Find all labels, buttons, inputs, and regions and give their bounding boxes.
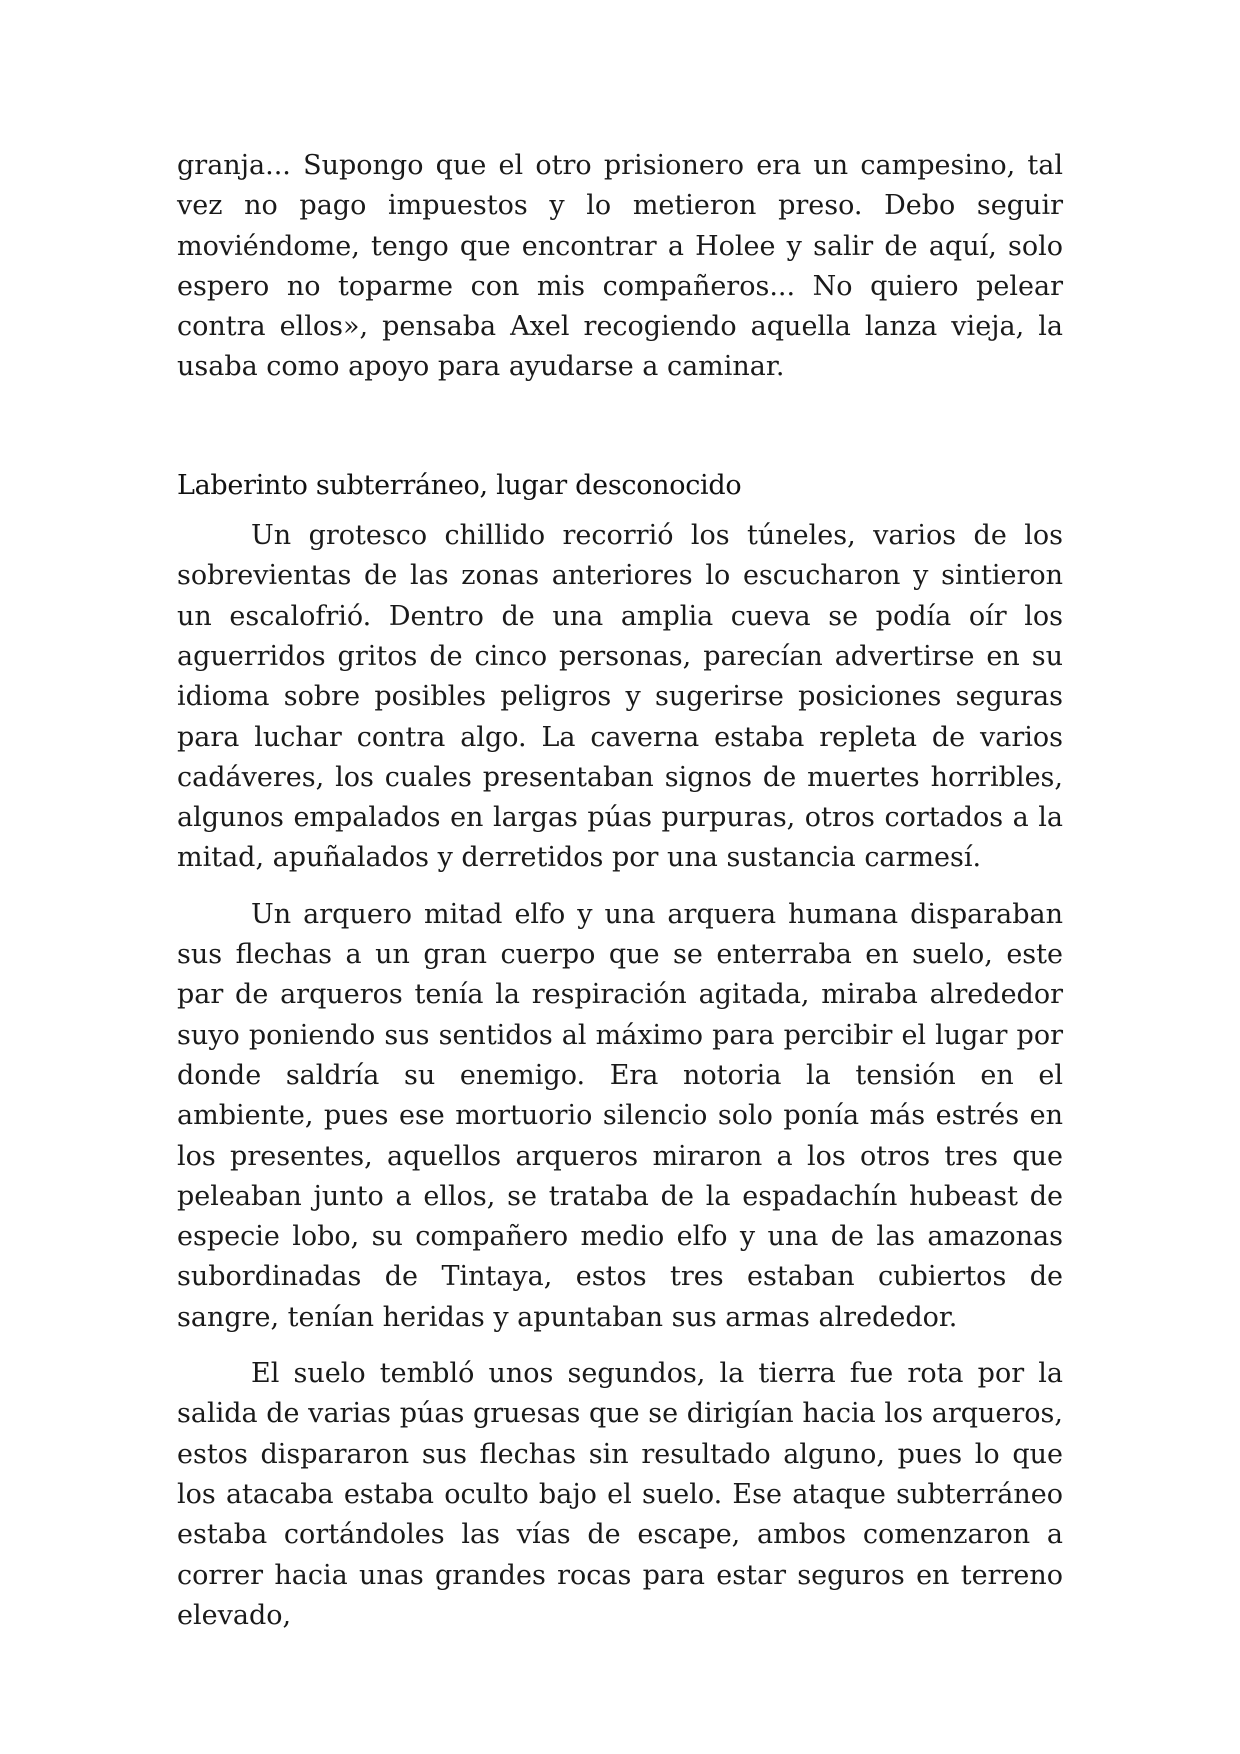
- body-paragraph-2: Un arquero mitad elfo y una arquera humana disparaban sus flechas a un gran cuerpo que se enterraba en suelo, este par de arqueros tenía la respiración agitada, miraba alrededor suyo poniendo sus sentidos al máximo para percibir el lugar por donde saldría su enemigo. Era notoria la tensión en el ambiente, pues ese mortuorio silencio solo ponía más estrés en los presentes, aquellos arqueros miraron a los otros tres que peleaban junto a ellos, se trataba de la espadachín hubeast de especie lobo, su compañero medio elfo y una de las amazonas subordinadas de Tintaya, estos tres estaban cubiertos de sangre, tenían heridas y apuntaban sus armas alrededor.: [177, 898, 1063, 1333]
- continuation-paragraph: granja... Supongo que el otro prisionero era un campesino, tal vez no pago impuestos y lo metieron preso. Debo seguir moviéndome, tengo que encontrar a Holee y salir de aquí, solo espero no toparme con mis compañeros... No quiero pelear contra ellos», pensaba Axel recogiendo aquella lanza vieja, la usaba como apoyo para ayudarse a caminar.: [177, 150, 1063, 383]
- body-paragraph-1: Un grotesco chillido recorrió los túneles, varios de los sobrevientas de las zonas anteriores lo escucharon y sintieron un escalofrió. Dentro de una amplia cueva se podía oír los aguerridos gritos de cinco personas, parecían advertirse en su idioma sobre posibles peligros y sugerirse posiciones seguras para luchar contra algo. La caverna estaba repleta de varios cadáveres, los cuales presentaban signos de muertes horribles, algunos empalados en largas púas purpuras, otros cortados a la mitad, apuñalados y derretidos por una sustancia carmesí.: [177, 520, 1063, 874]
- body-paragraph-3: El suelo tembló unos segundos, la tierra fue rota por la salida de varias púas gruesas que se dirigían hacia los arqueros, estos dispararon sus flechas sin resultado alguno, pues lo que los atacaba estaba oculto bajo el suelo. Ese ataque subterráneo estaba cortándoles las vías de escape, ambos comenzaron a correr hacia unas grandes rocas para estar seguros en terreno elevado,: [177, 1358, 1063, 1631]
- page-text-column: [177, 146, 1063, 1636]
- section-heading: Laberinto subterráneo, lugar desconocido: [177, 469, 742, 501]
